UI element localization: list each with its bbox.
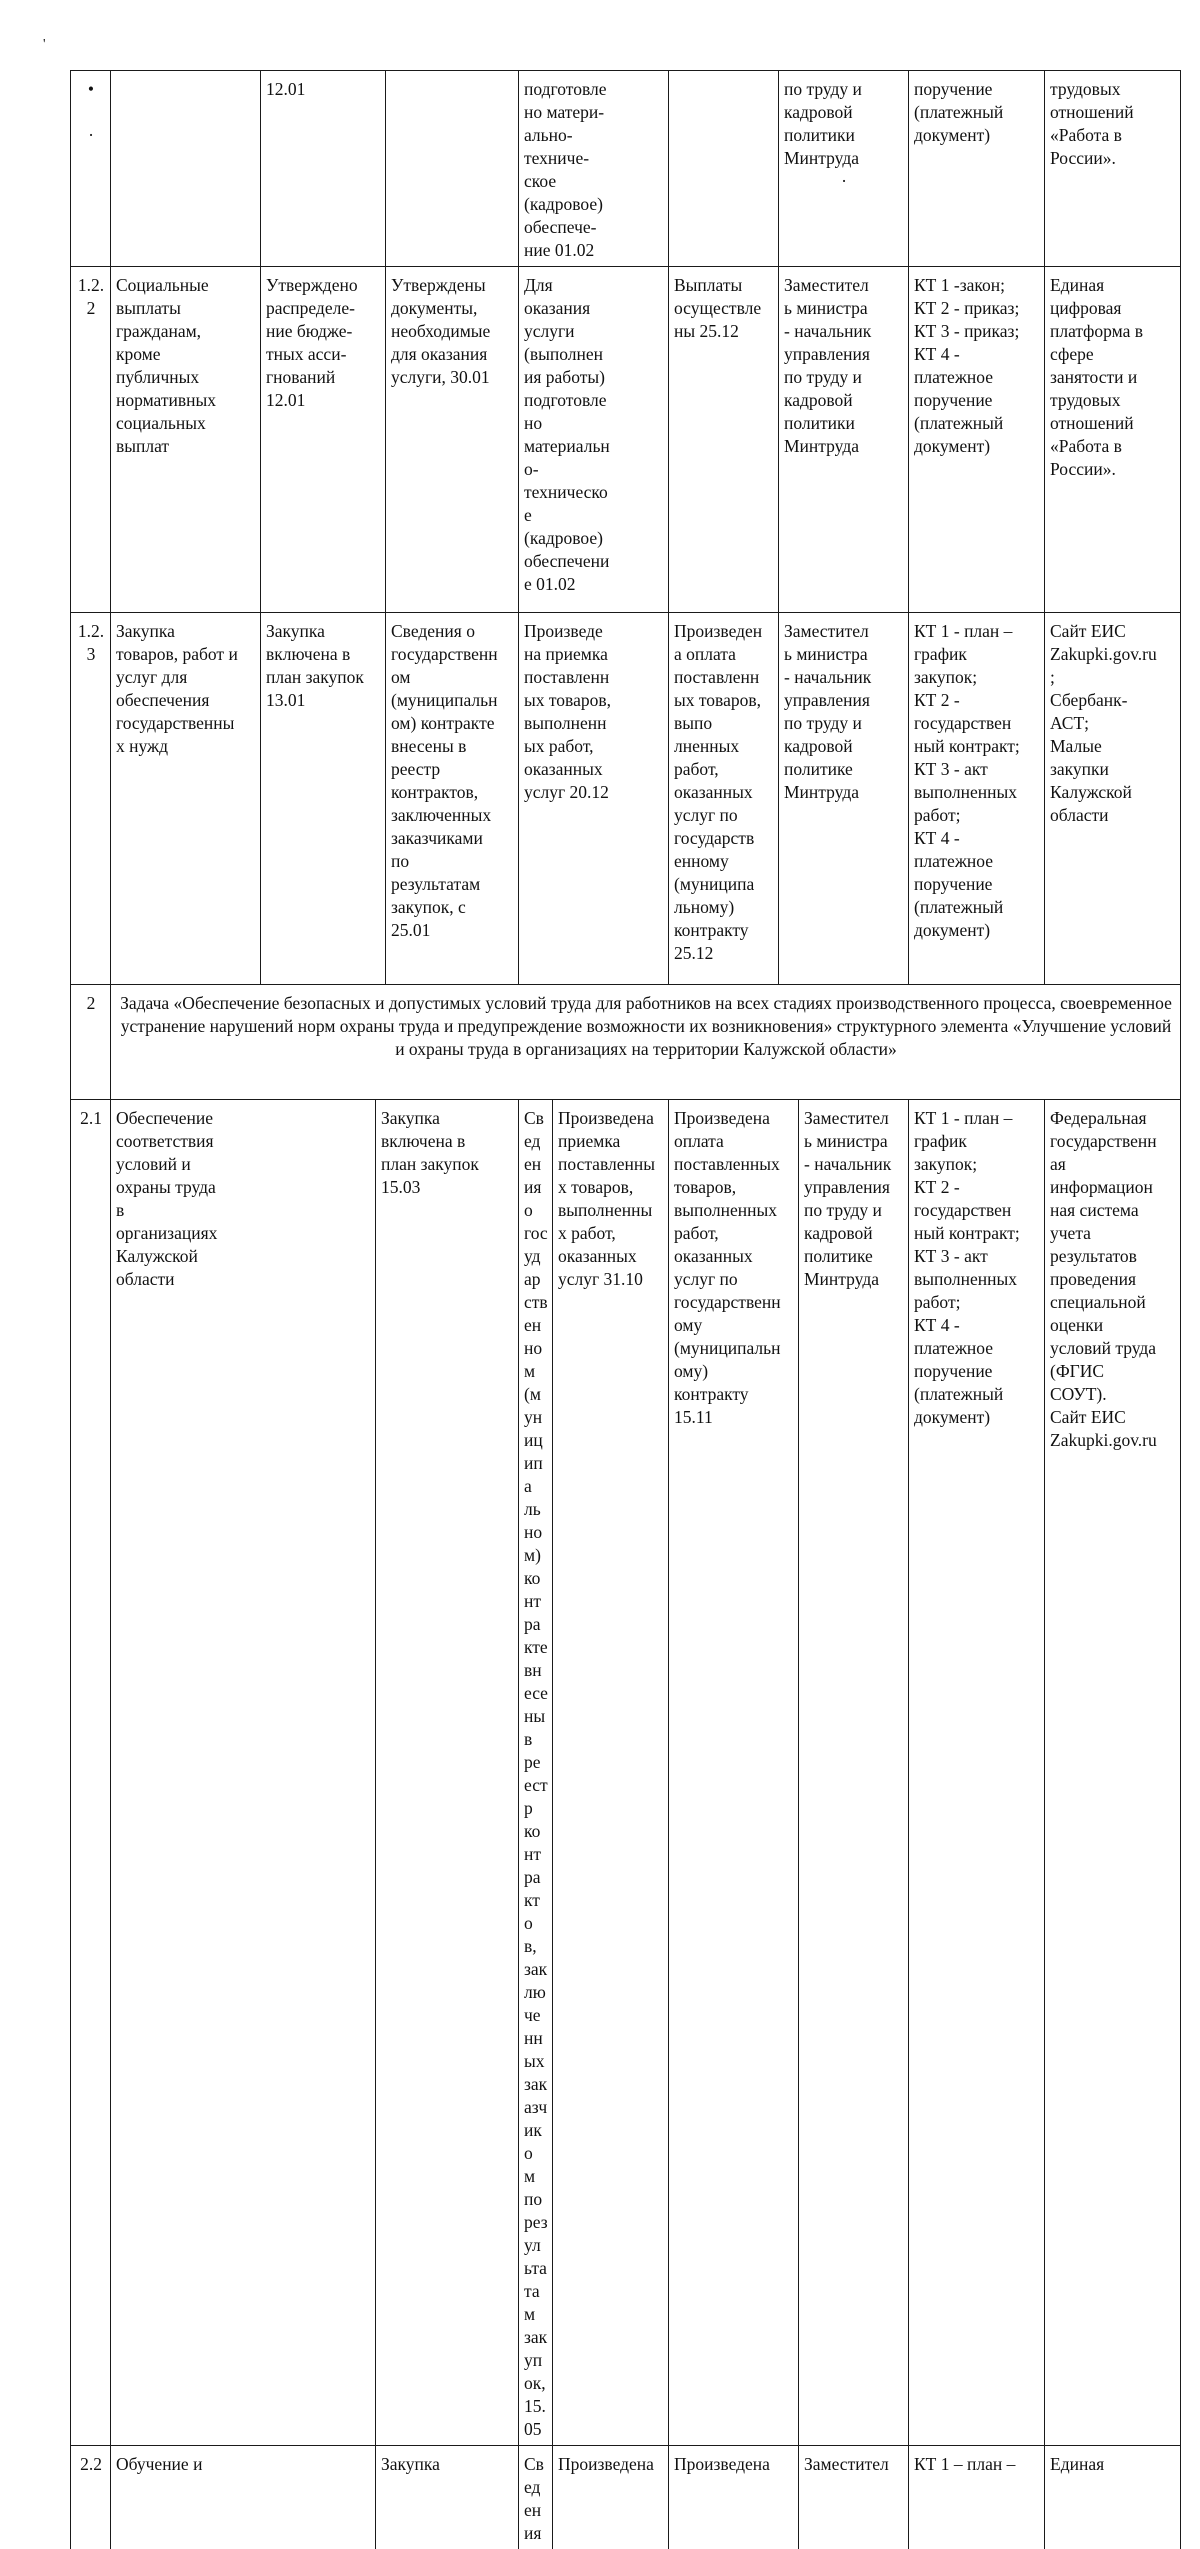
row-number: 2.1: [71, 1100, 111, 2446]
cell-name: Закупка товаров, работ и услуг для обеспечения государственны х нужд: [111, 613, 261, 985]
table-row-task-2: [71, 985, 1181, 1100]
table-row-1-2-2: [71, 267, 1181, 613]
cell-control-points: поручение (платежный документ): [909, 71, 1045, 267]
row-number: 2: [71, 985, 111, 1100]
table-row-2-1: [71, 1100, 1181, 2446]
cell-responsible: Заместител ь министра - начальник управления по труду и кадровой политике Минтруда: [799, 1100, 909, 2446]
cell-docs: Сведения о государств енном (муниципа льном) контракте внесены в реестр контракто в, заключенн ых заказчико м по результата м закупок, 15.05: [519, 1100, 553, 2446]
cell-info-system: Единая: [1045, 2446, 1181, 2549]
cell-info-system: Единая цифровая платформа в сфере занятости и трудовых отношений «Работа в России».: [1045, 267, 1181, 613]
cell-docs: Утверждены документы, необходимые для оказания услуги, 30.01: [386, 267, 519, 613]
cell-docs: Сведения о государственн ом (муниципальн ом) контракте внесены в реестр контрактов, заключенных заказчиками по результатам закупок, с 25.01: [386, 613, 519, 985]
cell-planned-date: Утверждено распределе- ние бюдже- тных асси- гнований 12.01: [261, 267, 386, 613]
cell-info-system: трудовых отношений «Работа в России».: [1045, 71, 1181, 267]
cell-name: Социальные выплаты гражданам, кроме публичных нормативных социальных выплат: [111, 267, 261, 613]
cell-result: Произведена оплата поставленных товаров, выполненных работ, оказанных услуг по государственн ому (муниципальн ому) контракту 15.11: [669, 1100, 799, 2446]
row-number: 2.2: [71, 2446, 111, 2549]
cell-responsible: Заместител ь министра - начальник управления по труду и кадровой политики Минтруда: [779, 267, 909, 613]
scan-mark: ': [43, 38, 46, 52]
cell-result: Произведена: [669, 2446, 799, 2549]
cell-name: Обучение и: [111, 2446, 376, 2549]
cell-control-points: КТ 1 - план – график закупок; КТ 2 - государствен ный контракт; КТ 3 - акт выполненных работ; КТ 4 - платежное поручение (платежный документ): [909, 613, 1045, 985]
cell-preparation: подготовле но матери- ально- техниче- ское (кадровое) обеспече- ние 01.02: [519, 71, 669, 267]
plan-table: [70, 70, 1181, 2549]
cell-preparation: Произведена приемка поставленны х товаров, выполненны х работ, оказанных услуг 31.10: [553, 1100, 669, 2446]
cell-planned-date: Закупка включена в план закупок 15.03: [376, 1100, 519, 2446]
cell-control-points: КТ 1 - план – график закупок; КТ 2 - государствен ный контракт; КТ 3 - акт выполненных работ; КТ 4 - платежное поручение (платежный документ): [909, 1100, 1045, 2446]
cell-planned-date: 12.01: [261, 71, 386, 267]
cell-preparation: Произведена: [553, 2446, 669, 2549]
cell-info-system: Федеральная государственн ая информацион ная система учета результатов проведения специальной оценки условий труда (ФГИС СОУТ). Сайт ЕИС Zakupki.gov.ru: [1045, 1100, 1181, 2446]
row-number: 1.2. 2: [71, 267, 111, 613]
cell-responsible: Заместител: [799, 2446, 909, 2549]
cell-result: Выплаты осуществле ны 25.12: [669, 267, 779, 613]
cell-planned-date: Закупка: [376, 2446, 519, 2549]
cell-result: [669, 71, 779, 267]
cell-responsible: по труду и кадровой политики Минтруда ·: [779, 71, 909, 267]
cell-result: Произведен а оплата поставленн ых товаров, выпо лненных работ, оказанных услуг по государств енному (муниципа льному) контракту 25.12: [669, 613, 779, 985]
row-number: • ·: [71, 71, 111, 267]
table-row-2-2: [71, 2446, 1181, 2549]
cell-docs: Сведения: [519, 2446, 553, 2549]
cell-name: Обеспечение соответствия условий и охраны труда в организациях Калужской области: [111, 1100, 376, 2446]
cell-preparation: Для оказания услуги (выполнен ия работы) подготовле но материальн о- техническо е (кадровое) обеспечени е 01.02: [519, 267, 669, 613]
cell-control-points: КТ 1 -закон; КТ 2 - приказ; КТ 3 - приказ; КТ 4 - платежное поручение (платежный документ): [909, 267, 1045, 613]
cell-planned-date: Закупка включена в план закупок 13.01: [261, 613, 386, 985]
cell-control-points: КТ 1 – план –: [909, 2446, 1045, 2549]
task-heading: Задача «Обеспечение безопасных и допустимых условий труда для работников на всех стадиях производственного процесса, своевременное устранение нарушений норм охраны труда и предупреждение возможности их возникновения» структурного элемента «Улучшение условий и охраны труда в организациях на территории Калужской области»: [111, 985, 1181, 1100]
row-number: 1.2. 3: [71, 613, 111, 985]
table-row-continuation: [71, 71, 1181, 267]
table-row-1-2-3: [71, 613, 1181, 985]
cell-preparation: Произведе на приемка поставленн ых товаров, выполненн ых работ, оказанных услуг 20.12: [519, 613, 669, 985]
cell-responsible: Заместител ь министра - начальник управления по труду и кадровой политике Минтруда: [779, 613, 909, 985]
cell-info-system: Сайт ЕИС Zakupki.gov.ru ; Сбербанк- АСТ; Малые закупки Калужской области: [1045, 613, 1181, 985]
cell-name: [111, 71, 261, 267]
cell-docs: [386, 71, 519, 267]
document-page: [70, 70, 1181, 2549]
